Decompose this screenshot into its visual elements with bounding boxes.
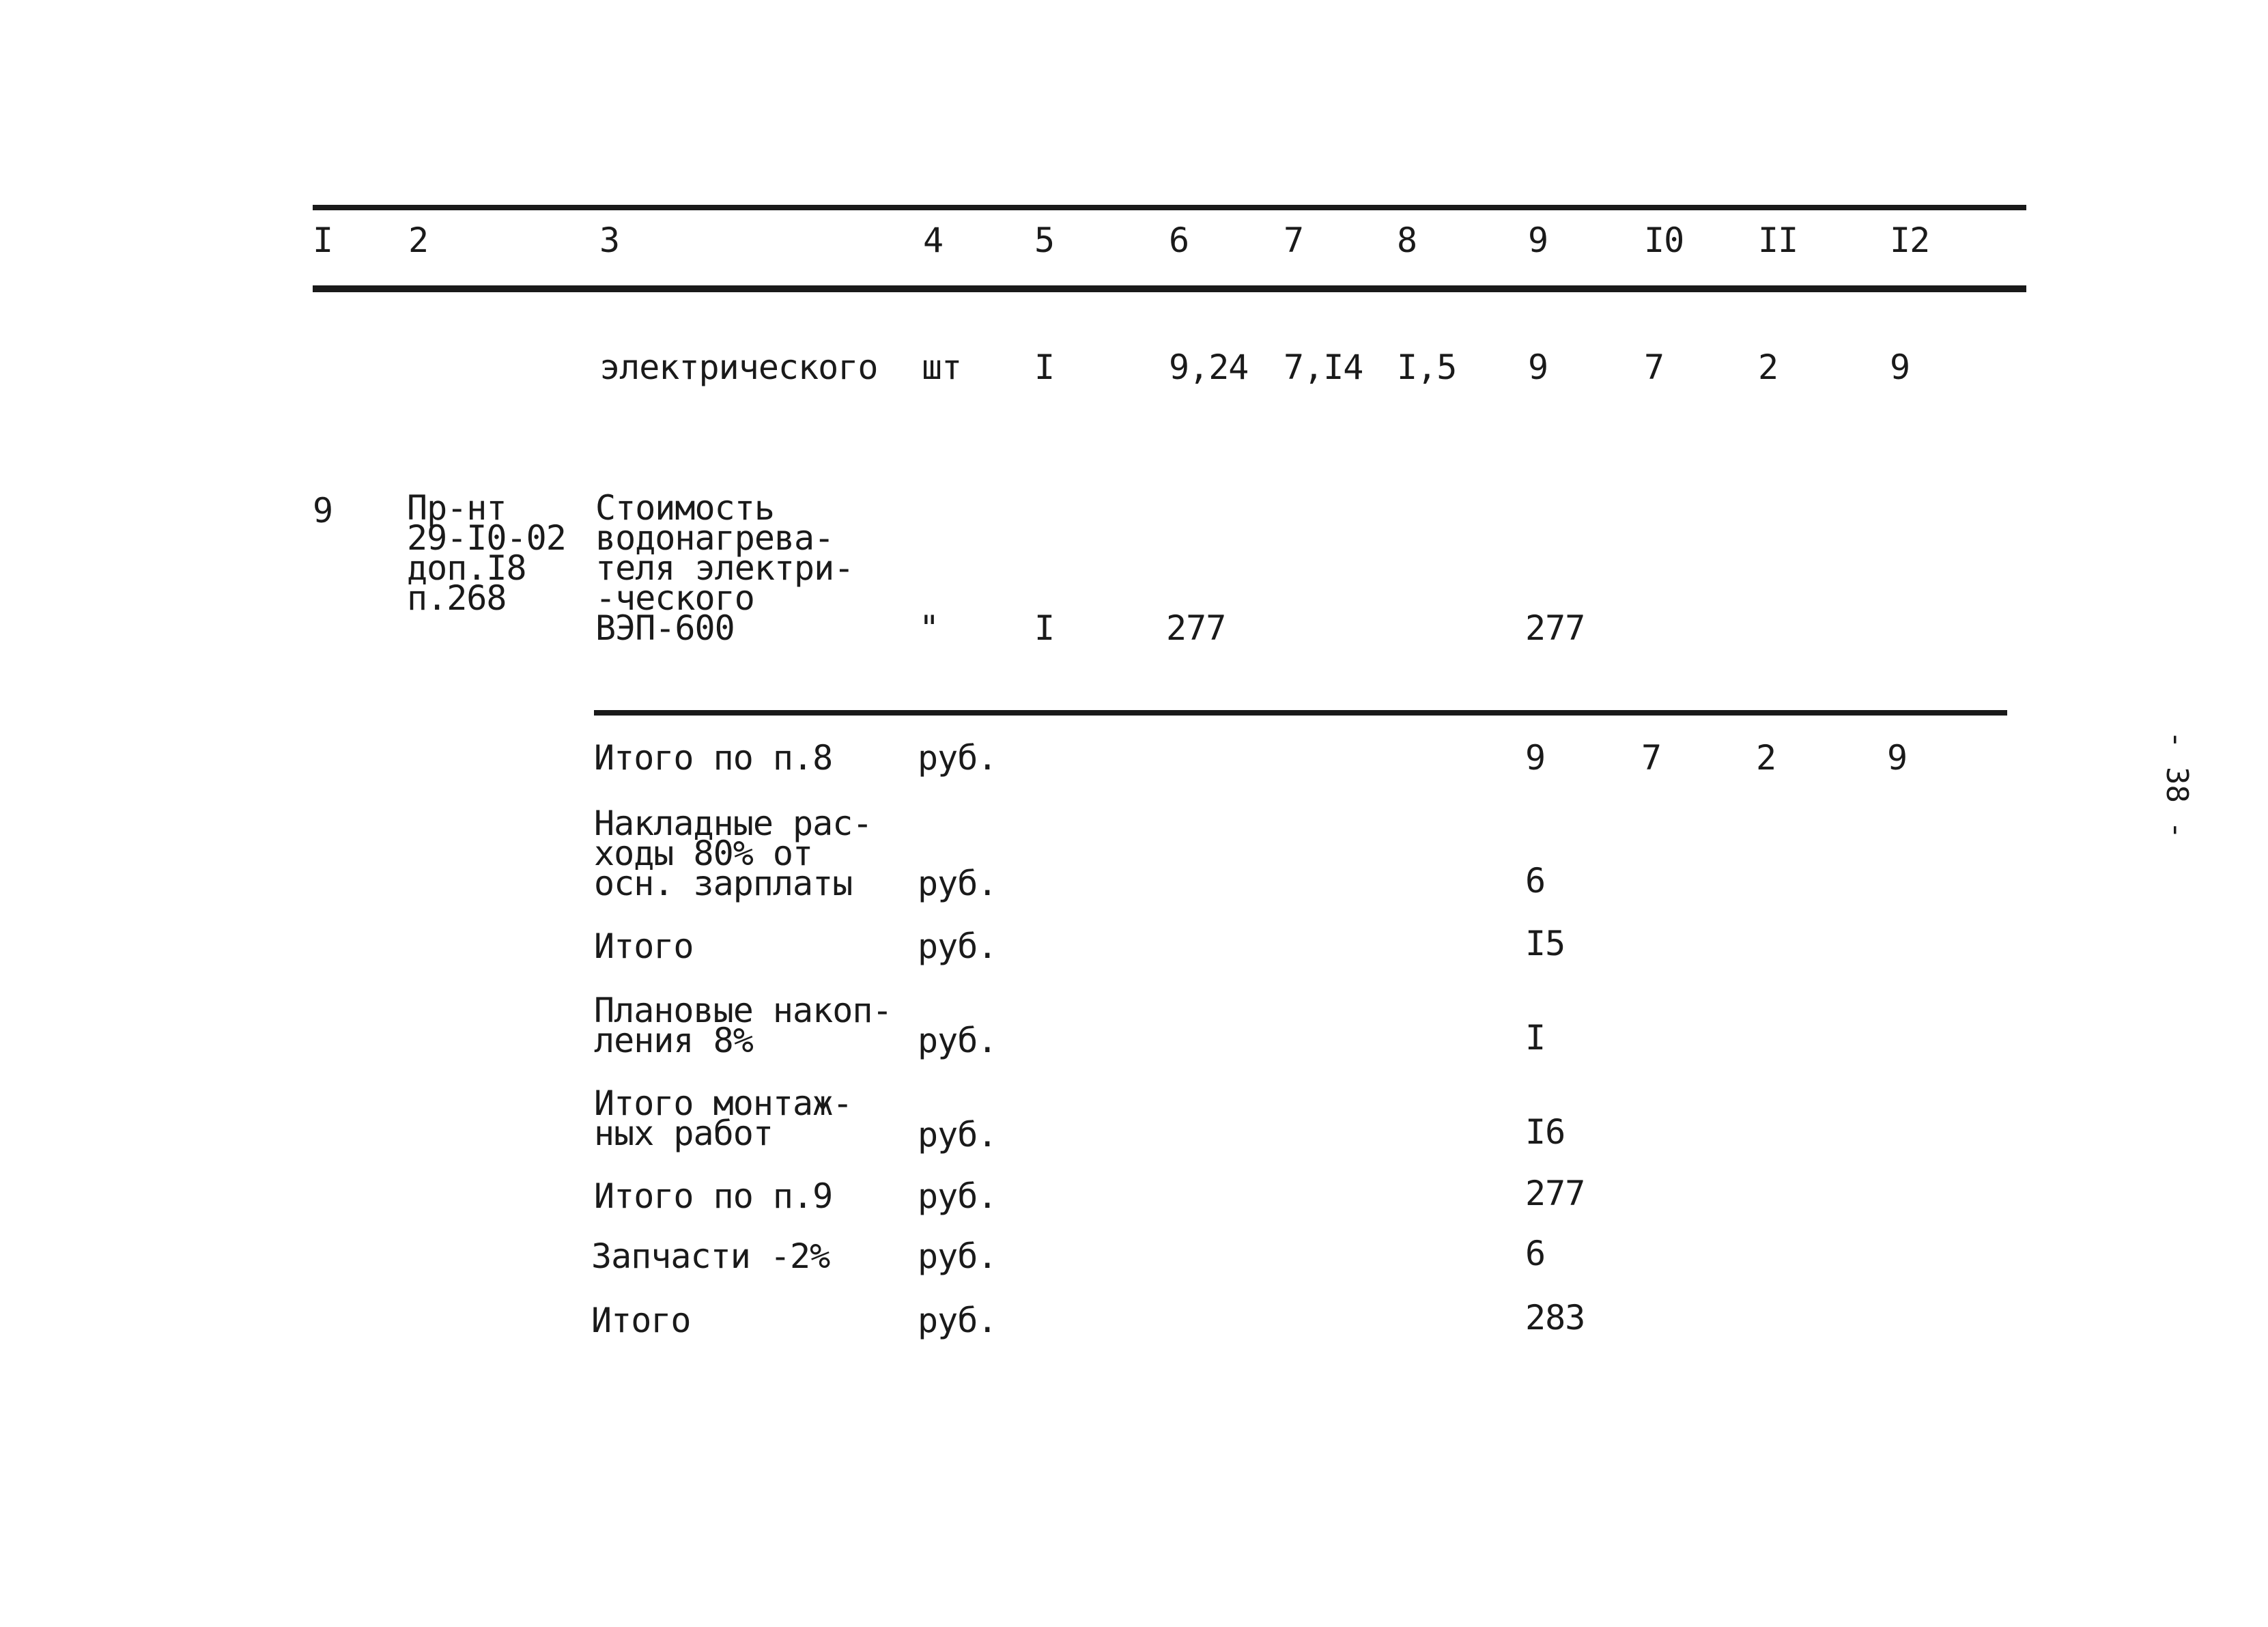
cell-col-5: I [1034,348,1055,387]
total-label: ходы 80% от [594,834,813,873]
subtotal-rule [594,710,2007,716]
header-top-rule [313,205,2026,210]
cell-col-12: 9 [1887,738,1908,778]
col-header-9: 9 [1528,221,1548,260]
total-unit: руб. [918,1021,997,1060]
total-unit: руб. [918,926,997,966]
total-unit: руб. [918,1115,997,1155]
cell-col-9: I [1525,1018,1546,1058]
cell-col-12: 9 [1890,348,1910,387]
total-unit: руб. [918,738,997,778]
col-header-5: 5 [1034,221,1055,260]
cell-col-6: 9,24 [1169,348,1249,387]
col-header-7: 7 [1284,221,1304,260]
col-header-12: I2 [1890,221,1930,260]
ref-line: 29-I0-02 [407,518,566,558]
desc-line: водонагрева- [595,518,834,558]
total-unit: руб. [918,1301,997,1340]
cell-col-10: 7 [1644,348,1664,387]
total-label: Итого монтаж- [594,1084,853,1123]
total-label: ных работ [594,1114,773,1153]
total-label: ления 8% [594,1021,753,1060]
item-unit: " [919,608,939,648]
desc-line: Стоимость [595,488,774,528]
cell-col-6: 277 [1166,608,1226,648]
total-label: Итого [591,1301,691,1340]
col-header-8: 8 [1397,221,1417,260]
col-header-10: I0 [1644,221,1684,260]
ref-line: доп.I8 [407,548,526,588]
cell-col-7: 7,I4 [1284,348,1363,387]
ref-line: Пр-нт [407,488,507,528]
col-header-11: II [1758,221,1798,260]
cell-col-11: 2 [1756,738,1776,778]
cell-col-9: 6 [1525,1234,1546,1273]
total-unit: руб. [918,1176,997,1216]
cell-col-9: I6 [1525,1112,1565,1152]
desc-line: теля электри- [595,548,854,588]
total-label: Плановые накоп- [594,991,892,1030]
total-label: Итого по п.9 [594,1176,833,1216]
col-header-3: 3 [599,221,620,260]
cell-col-9: 277 [1525,608,1585,648]
total-label: Накладные рас- [594,804,873,843]
header-bottom-rule [313,285,2026,292]
cell-col-9: 9 [1528,348,1548,387]
total-label: Итого [594,926,694,966]
total-label: осн. зарплаты [594,864,853,903]
total-label: Запчасти -2% [591,1236,830,1276]
cell-col-9: 6 [1525,861,1546,901]
col-header-1: I [313,221,333,260]
ref-line: п.268 [407,578,507,618]
col-header-4: 4 [923,221,944,260]
page-number: - 38 - [2159,731,2194,839]
col-header-6: 6 [1169,221,1189,260]
item-name: электрического [599,348,878,387]
cell-col-9: I5 [1525,924,1565,963]
cell-col-9: 283 [1525,1298,1585,1338]
cell-col-9: 277 [1525,1174,1585,1213]
cell-col-11: 2 [1758,348,1778,387]
row-number: 9 [313,491,333,530]
desc-line: ВЭП-600 [595,608,735,648]
total-unit: руб. [918,864,997,903]
col-header-2: 2 [408,221,429,260]
total-unit: руб. [918,1236,997,1276]
desc-line: -ческого [595,578,754,618]
cell-col-5: I [1034,608,1055,648]
cell-col-9: 9 [1525,738,1546,778]
total-label: Итого по п.8 [594,738,833,778]
cell-col-8: I,5 [1397,348,1457,387]
cell-col-10: 7 [1641,738,1662,778]
item-unit: шт [922,348,962,387]
